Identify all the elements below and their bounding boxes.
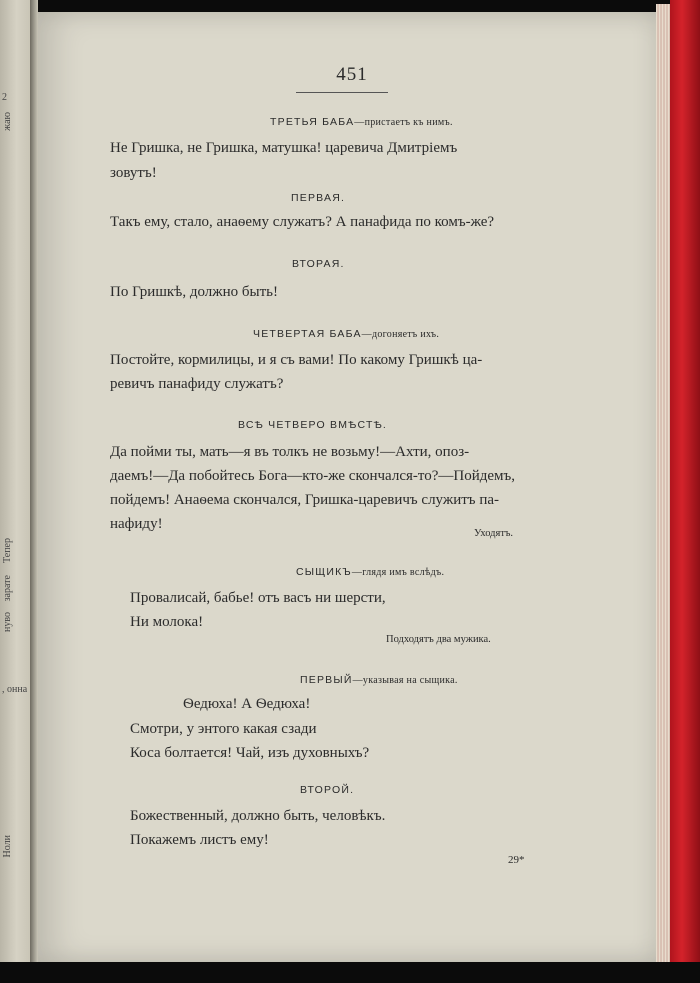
left-page-fragment: Ноли — [2, 835, 13, 858]
signature-mark: 29* — [508, 854, 525, 866]
text-line: зовутъ! — [110, 165, 157, 181]
book-gutter — [30, 0, 38, 983]
speaker-heading: ВТОРОЙ. — [300, 784, 355, 796]
speaker-heading: ТРЕТЬЯ БАБА—пристаетъ къ нимъ. — [270, 116, 453, 128]
stage-direction: Уходятъ. — [474, 528, 513, 539]
stage-direction: —пристаетъ къ нимъ. — [354, 117, 453, 128]
book-page — [38, 12, 658, 962]
stage-direction: —указывая на сыщика. — [352, 675, 458, 686]
text-line: ревичъ панафиду служатъ? — [110, 376, 284, 392]
speaker-heading: СЫЩИКЪ—глядя имъ вслѣдъ. — [296, 566, 445, 578]
stage-direction: —глядя имъ вслѣдъ. — [351, 567, 445, 578]
text-line: даемъ!—Да побойтесь Бога—кто-же скончался-то?—Пойдемъ, — [110, 468, 516, 484]
speaker-heading: ВТОРАЯ. — [292, 258, 345, 270]
speaker-heading: ЧЕТВЕРТАЯ БАБА—догоняетъ ихъ. — [253, 328, 440, 340]
left-page-fragment: 2 — [2, 92, 7, 103]
text-line: Божественный, должно быть, человѣкъ. — [130, 808, 386, 824]
text-line: Провалиcай, бабье! отъ васъ ни шерсти, — [130, 590, 386, 606]
left-page-fragment: зарате — [2, 575, 13, 602]
bottom-shadow — [0, 962, 700, 983]
red-book-cover — [670, 0, 700, 983]
speaker-heading: ПЕРВЫЙ—указывая на сыщика. — [300, 674, 458, 686]
text-line: Не Гришка, не Гришка, матушка! царевича Дмитріемъ — [110, 140, 458, 156]
left-page-fragment: нуво — [2, 612, 13, 633]
speaker-heading: ВСѢ ЧЕТВЕРО ВМѢСТѢ. — [238, 419, 388, 431]
page-number-rule — [296, 92, 388, 93]
speaker-heading: ПЕРВАЯ. — [291, 192, 346, 204]
left-page-fragment: жаю — [2, 112, 13, 131]
left-page-fragment: Тепер — [2, 538, 13, 563]
text-line: По Гришкѣ, должно быть! — [110, 284, 278, 300]
text-line: Ѳедюха! А Ѳедюха! — [183, 696, 311, 712]
text-line: Коса болтается! Чай, изъ духовныхъ? — [130, 745, 370, 761]
left-page-fragment: , онна — [2, 684, 28, 695]
text-line: Покажемъ листъ ему! — [130, 832, 269, 848]
text-line: пойдемъ! Анаѳема скончался, Гришка-царевичъ служитъ па- — [110, 492, 499, 508]
stage-direction: —догоняетъ ихъ. — [361, 329, 440, 340]
stage-direction: Подходятъ два мужика. — [386, 634, 491, 645]
text-line: нафиду! — [110, 516, 163, 532]
text-line: Да пойми ты, мать—я въ толкъ не возьму!—Ахти, опоз- — [110, 444, 470, 460]
text-line: Постойте, кормилицы, и я съ вами! По какому Гришкѣ ца- — [110, 352, 483, 368]
left-page-edge — [0, 0, 30, 983]
text-line: Такъ ему, стало, анаѳему служатъ? А панафида по комъ-же? — [110, 214, 495, 230]
page-number: 451 — [336, 64, 368, 85]
text-line: Смотри, у энтого какая сзади — [130, 721, 317, 737]
text-line: Ни молока! — [130, 614, 204, 630]
